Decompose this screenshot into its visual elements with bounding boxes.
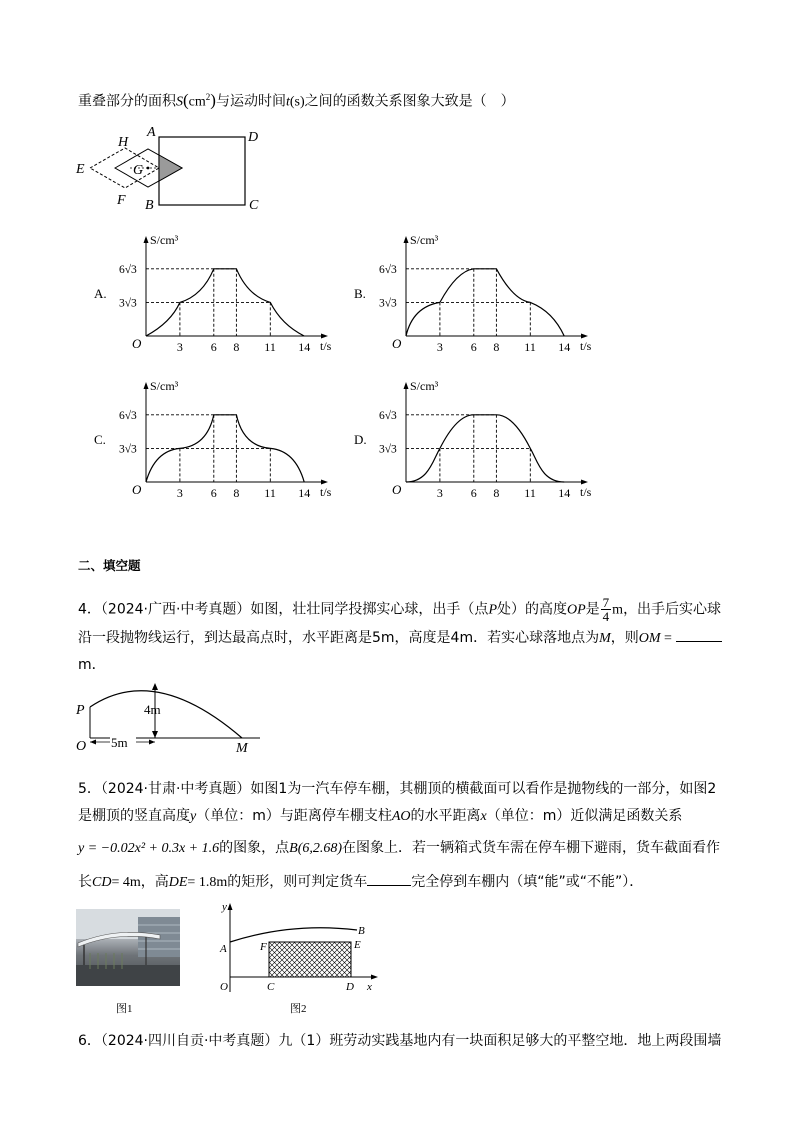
x-tick-14: 14: [298, 340, 311, 354]
x-axis-label: t/s: [320, 485, 332, 499]
label-M: M: [236, 741, 248, 756]
origin-label: O: [132, 336, 142, 351]
x-axis-arrow: [581, 334, 588, 339]
label-E: E: [76, 162, 85, 177]
option-letter: A.: [94, 286, 107, 301]
x-axis-label: t/s: [320, 339, 332, 353]
x-tick-6: 6: [210, 340, 217, 354]
q5-line4: 长CD= 4m，高DE= 1.8m的矩形，则可判定货车 完全停到车棚内（填“能”或“不能”）．: [78, 871, 643, 893]
curve: [146, 415, 304, 482]
y-tick-3root3: 3√3: [379, 443, 397, 456]
label-P: P: [76, 703, 85, 718]
curve: [406, 415, 564, 482]
q5-graph-figure: [212, 900, 382, 995]
label-D: D: [346, 981, 354, 993]
y-tick-6root3: 6√3: [119, 409, 137, 422]
x-tick-3: 3: [436, 340, 443, 354]
x-axis-label: t/s: [580, 339, 592, 353]
y-axis-label: S/cm³: [150, 233, 179, 247]
option-graph-b: [348, 232, 608, 357]
y-tick-3root3: 3√3: [119, 443, 137, 456]
y-tick-6root3: 6√3: [379, 409, 397, 422]
q4-parabola-figure: [74, 676, 274, 756]
option-letter: D.: [354, 432, 367, 447]
x-tick-6: 6: [470, 486, 477, 500]
x-tick-11: 11: [524, 340, 536, 354]
x-tick-11: 11: [264, 486, 276, 500]
label-F: F: [117, 193, 126, 208]
option-graph-d: [348, 378, 608, 503]
q5-line3: y = −0.02x² + 0.3x + 1.6的图象，点B(6,2.68)在图象上．若一辆箱式货车需在停车棚下避雨，货车截面看作: [78, 840, 721, 856]
roof-curve: [230, 928, 357, 942]
x-tick-11: 11: [524, 486, 536, 500]
label-C: C: [267, 981, 275, 993]
option-graph-a: [88, 232, 348, 357]
y-tick-6root3: 6√3: [379, 263, 397, 276]
fig2-caption: 图2: [290, 1003, 307, 1015]
fraction-7-4: $\frac{7}{4}$: [602, 595, 610, 624]
x-tick-14: 14: [558, 486, 571, 500]
curve: [146, 269, 304, 336]
carport-photo: [76, 909, 180, 986]
x-tick-3: 3: [436, 486, 443, 500]
label-x: x: [367, 981, 372, 993]
y-tick-3root3: 3√3: [119, 297, 137, 310]
q5-answer-blank[interactable]: [367, 871, 411, 886]
option-letter: C.: [94, 432, 106, 447]
origin-label: O: [392, 336, 402, 351]
q5-line1: 5．（2024·甘肃·中考真题）如图1为一汽车停车棚，其棚顶的横截面可以看作是抛物线的一部分，如图2: [78, 781, 717, 797]
q5-line2: 是棚顶的竖直高度y（单位：m）与距离停车棚支柱AO的水平距离x（单位：m）近似满足函数关系: [78, 808, 683, 824]
y-axis-label: S/cm³: [150, 379, 179, 393]
parabola-path: [90, 691, 242, 738]
y-tick-6root3: 6√3: [119, 263, 137, 276]
y-axis-label: S/cm³: [410, 379, 439, 393]
label-y: y: [222, 901, 227, 913]
y-axis-arrow: [404, 236, 409, 243]
y-axis-arrow: [144, 382, 149, 389]
label-G: G: [133, 163, 144, 178]
origin-label: O: [132, 482, 142, 497]
label-D: D: [248, 130, 259, 145]
x-axis-arrow: [581, 480, 588, 485]
q3-prompt: 重叠部分的面积$S(cm^2)$与运动时间t(s)之间的函数关系图象大致是（ ）: [78, 90, 515, 110]
label-H: H: [118, 135, 129, 150]
x-axis-arrow: [321, 334, 328, 339]
q4-line2: 沿一段抛物线运行，到达最高点时，水平距离是5m，高度是4m．若实心球落地点为M，则OM =: [78, 627, 722, 649]
y-tick-3root3: 3√3: [379, 297, 397, 310]
x-axis-label: t/s: [580, 485, 592, 499]
truck-rect: [269, 942, 351, 977]
label-O: O: [220, 981, 228, 993]
q4-answer-blank[interactable]: [676, 627, 722, 642]
q4-line3: m．: [78, 657, 106, 673]
x-tick-6: 6: [470, 340, 477, 354]
x-tick-8: 8: [233, 486, 240, 500]
curve: [406, 269, 564, 336]
q6-line1: 6．（2024·四川自贡·中考真题）九（1）班劳动实践基地内有一块面积足够大的平整空地．地上两段围墙: [78, 1033, 722, 1049]
x-tick-6: 6: [210, 486, 217, 500]
x-tick-11: 11: [264, 340, 276, 354]
x-tick-3: 3: [176, 340, 183, 354]
label-C: C: [249, 198, 259, 213]
label-A: A: [147, 125, 156, 140]
label-E: E: [354, 939, 361, 951]
x-tick-14: 14: [298, 486, 311, 500]
section-title: 二、填空题: [78, 558, 141, 573]
x-tick-8: 8: [493, 340, 500, 354]
x-tick-3: 3: [176, 486, 183, 500]
option-letter: B.: [354, 286, 366, 301]
label-O: O: [76, 739, 87, 754]
origin-label: O: [392, 482, 402, 497]
q4-line1: 4．（2024·广西·中考真题）如图，壮壮同学投掷实心球，出手（点P处）的高度OP是 $\frac{7}{4}$ m，出手后实心球: [78, 595, 722, 624]
x-axis-arrow: [321, 480, 328, 485]
x-tick-8: 8: [233, 340, 240, 354]
label-A: A: [220, 943, 227, 955]
x-tick-8: 8: [493, 486, 500, 500]
label-B: B: [358, 925, 365, 937]
overlap-shade: [159, 155, 182, 181]
label-B: B: [145, 198, 154, 213]
label-F: F: [260, 941, 267, 953]
y-axis-arrow: [144, 236, 149, 243]
x-tick-14: 14: [558, 340, 571, 354]
label-5m: 5m: [111, 735, 128, 750]
q3-geometry-figure: [70, 120, 270, 215]
fig1-caption: 图1: [116, 1003, 133, 1015]
y-axis-label: S/cm³: [410, 233, 439, 247]
y-axis-arrow: [404, 382, 409, 389]
option-graph-c: [88, 378, 348, 503]
label-4m: 4m: [144, 702, 161, 717]
